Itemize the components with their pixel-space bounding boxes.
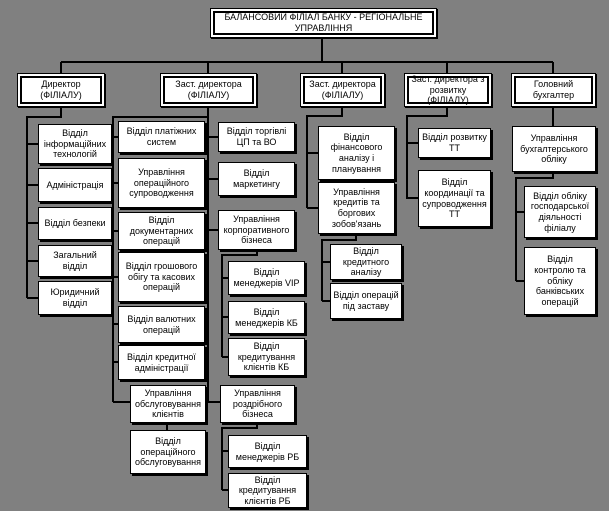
org-box-deputy-director-development: Заст. директора з розвитку (ФІЛІАЛУ) bbox=[404, 73, 492, 107]
org-box-credits-management: Управління кредитів та боргових зобов'язань bbox=[318, 182, 395, 234]
org-box-operations-support: Управління операційного супроводження bbox=[118, 158, 205, 208]
org-box-chief-accountant: Головний бухгалтер bbox=[511, 73, 596, 107]
org-box-collateral-operations: Відділ операцій під заставу bbox=[330, 283, 402, 319]
org-box-cash-operations: Відділ грошового обігу та касових операцій bbox=[118, 252, 205, 302]
org-box-rb-managers: Відділ менеджерів РБ bbox=[228, 435, 307, 468]
org-box-tt-development: Відділ розвитку ТТ bbox=[418, 128, 491, 158]
org-box-corporate-business: Управління корпоративного бізнеса bbox=[218, 210, 295, 250]
org-box-payment-systems: Відділ платіжних систем bbox=[118, 121, 205, 153]
org-box-documentary-operations: Відділ документарних операцій bbox=[118, 212, 205, 250]
org-box-administration: Адміністрація bbox=[38, 168, 112, 202]
org-box-currency-operations: Відділ валютних операцій bbox=[118, 306, 205, 343]
org-box-title: БАЛАНСОВИЙ ФІЛІАЛ БАНКУ - РЕГІОНАЛЬНЕ УПРАВЛІННЯ bbox=[210, 8, 437, 38]
org-box-credit-administration: Відділ кредитної адміністрації bbox=[118, 345, 205, 380]
org-box-tt-coordination: Відділ координації та супроводження ТТ bbox=[418, 170, 491, 227]
org-box-deputy-director-1: Заст. директора (ФІЛІАЛУ) bbox=[160, 73, 257, 107]
org-box-rb-credit: Відділ кредитування клієнтів РБ bbox=[228, 473, 307, 508]
org-box-deputy-director-2: Заст. директора (ФІЛІАЛУ) bbox=[300, 73, 385, 107]
org-box-credit-analysis: Відділ кредитного аналізу bbox=[330, 244, 402, 280]
org-box-banking-operations-control: Відділ контролю та обліку банківських операцій bbox=[524, 247, 596, 315]
org-box-it-department: Відділ інформаційних технологій bbox=[38, 124, 112, 164]
org-box-securities-trading: Відділ торгівлі ЦП та ВО bbox=[218, 122, 295, 152]
org-box-client-service: Управління обслуговування клієнтів bbox=[130, 385, 206, 423]
org-box-kb-managers: Відділ менеджерів КБ bbox=[228, 301, 305, 334]
org-box-vip-managers: Відділ менеджерів VIP bbox=[228, 261, 305, 295]
org-box-household-accounting: Відділ обліку господарської діяльності філіалу bbox=[524, 186, 596, 238]
org-box-security-department: Відділ безпеки bbox=[38, 207, 112, 240]
org-box-legal-department: Юридичний відділ bbox=[38, 281, 112, 315]
org-box-financial-analysis: Відділ фінансового аналізу і планування bbox=[318, 126, 395, 180]
org-box-accounting-management: Управління бухгалтерського обліку bbox=[512, 126, 596, 172]
org-box-kb-credit: Відділ кредитування клієнтів КБ bbox=[228, 338, 305, 376]
org-box-director: Директор (ФІЛІАЛУ) bbox=[17, 73, 105, 107]
org-box-general-department: Загальний відділ bbox=[38, 245, 112, 277]
org-box-retail-business: Управління роздрібного бізнеса bbox=[220, 385, 295, 423]
org-box-operational-service: Відділ операційного обслуговування bbox=[130, 430, 206, 474]
org-box-marketing: Відділ маркетингу bbox=[218, 162, 295, 196]
